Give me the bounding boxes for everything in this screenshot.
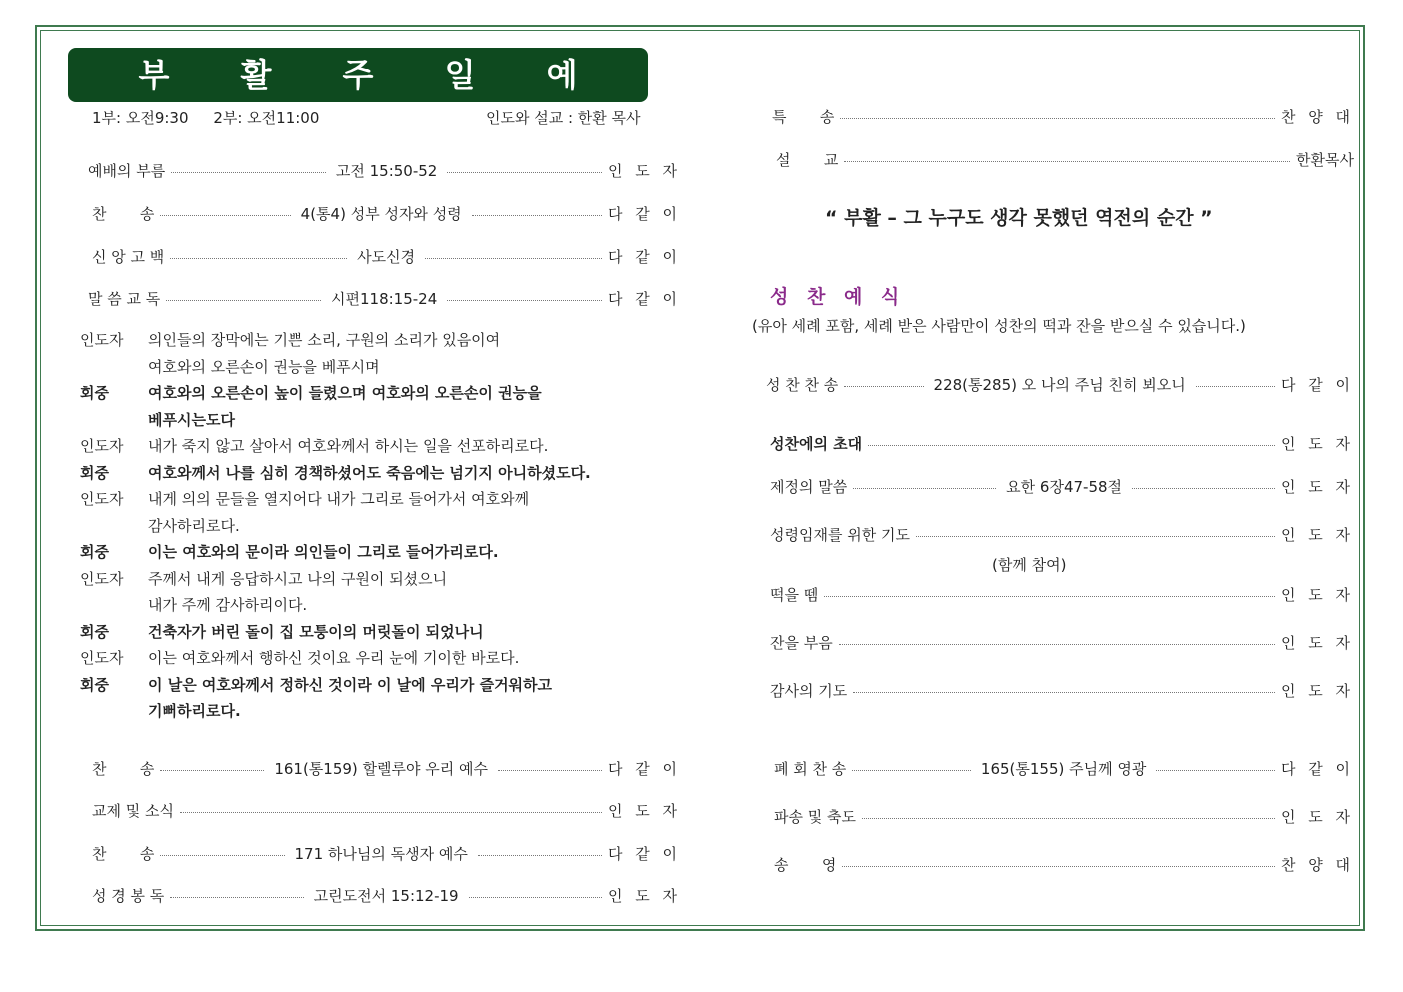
- reading-line: [80, 672, 690, 699]
- reading-text: 기뻐하리로다.: [148, 702, 241, 720]
- reading-line: [80, 460, 690, 487]
- order-item-detail: 228(통285) 오 나의 주님 친히 뵈오니: [933, 375, 1186, 394]
- communion-item: [770, 583, 1354, 605]
- order-item-detail: 고린도전서 15:12-19: [313, 886, 459, 905]
- order-item-detail: 사도신경: [357, 247, 416, 266]
- reading-line: [80, 407, 690, 434]
- reading-line: [80, 354, 690, 381]
- reading-text: 건축자가 버린 돌이 집 모퉁이의 머릿돌이 되었나니: [148, 622, 484, 641]
- reading-line: [80, 566, 690, 593]
- reading-speaker: 회중: [80, 543, 109, 561]
- order-item-leader: 다 같 이: [608, 844, 682, 863]
- reading-line: [80, 327, 690, 354]
- order-item-label: 파송 및 축도: [774, 807, 856, 826]
- order-item-label: 신 앙 고 백: [92, 247, 165, 266]
- reading-speaker: [80, 698, 148, 725]
- reading-speaker: [80, 407, 148, 434]
- reading-text: 내가 죽지 않고 살아서 여호와께서 하시는 일을 선포하리로다.: [148, 437, 549, 455]
- order-item-label: 찬 송: [92, 844, 155, 863]
- order-item-label: 제정의 말씀: [770, 477, 848, 496]
- order-item-detail: 시편118:15-24: [331, 289, 438, 308]
- order-item-detail: 4(통4) 성부 성자와 성령: [300, 204, 462, 223]
- order-item: [774, 853, 1354, 875]
- second-service-time: 2부: 오전11:00: [213, 109, 320, 127]
- page-title: 부 활 주 일 예 배: [68, 48, 648, 102]
- reading-text: 이 날은 여호와께서 정하신 것이라 이 날에 우리가 즐거워하고: [148, 675, 553, 694]
- order-item-leader: 인 도 자: [1280, 525, 1354, 544]
- order-item: [92, 842, 681, 864]
- order-item-leader: 다 같 이: [608, 289, 682, 308]
- reading-speaker: 인도자: [80, 490, 124, 508]
- order-item-leader: 다 같 이: [607, 759, 681, 778]
- order-item-label: 폐 회 찬 송: [774, 759, 847, 778]
- communion-item: [770, 631, 1354, 653]
- reading-speaker: 인도자: [80, 437, 124, 455]
- order-item: [774, 757, 1354, 779]
- communion-item: [770, 432, 1354, 454]
- order-item-leader: 인 도 자: [607, 161, 681, 180]
- order-item: [92, 245, 681, 267]
- order-item: [92, 202, 681, 224]
- reading-line: [80, 486, 690, 513]
- reading-line: [80, 592, 690, 619]
- order-item: [772, 105, 1354, 127]
- order-item-leader: 찬 양 대: [1280, 107, 1354, 126]
- reading-speaker: [80, 513, 148, 540]
- reading-text: 여호와께서 나를 심히 경책하셨어도 죽음에는 넘기지 아니하셨도다.: [148, 463, 591, 482]
- communion-item: [770, 475, 1354, 497]
- reading-line: [80, 698, 690, 725]
- order-item-label: 감사의 기도: [770, 681, 848, 700]
- reading-speaker: 회중: [80, 622, 109, 641]
- reading-text: 여호와의 오른손이 높이 들렸으며 여호와의 오른손이 권능을: [148, 384, 542, 402]
- reading-text: 주께서 내게 응답하시고 나의 구원이 되셨으니: [148, 569, 448, 588]
- reading-speaker: 회중: [80, 384, 109, 402]
- order-item: [774, 805, 1354, 827]
- reading-text: 내가 주께 감사하리이다.: [148, 596, 308, 614]
- reading-speaker: [80, 592, 148, 619]
- order-item-leader: 인 도 자: [1280, 807, 1354, 826]
- reading-speaker: 회중: [80, 675, 109, 694]
- reading-text: 감사하리로다.: [148, 516, 240, 535]
- order-item-label: 설 교: [776, 150, 839, 169]
- order-item-label: 잔을 부음: [770, 633, 833, 652]
- order-item-leader: 인 도 자: [1280, 585, 1354, 604]
- reading-line: [80, 433, 690, 460]
- order-item-detail: 165(통155) 주님께 영광: [980, 759, 1147, 778]
- leader-info: 인도와 설교 : 한환 목사: [486, 109, 641, 127]
- communion-item: [766, 373, 1354, 395]
- reading-text: 내게 의의 문들을 열지어다 내가 그리로 들어가서 여호와께: [148, 490, 530, 508]
- order-item-label: 찬 송: [92, 204, 155, 223]
- order-item-leader: 다 같 이: [1281, 759, 1355, 778]
- order-item-leader: 다 같 이: [607, 204, 681, 223]
- order-item-label: 특 송: [772, 107, 835, 126]
- order-item-leader: 찬 양 대: [1280, 855, 1354, 874]
- order-item-leader: 인 도 자: [607, 801, 681, 820]
- order-item-leader: 인 도 자: [608, 886, 682, 905]
- order-item-label: 말 씀 교 독: [88, 289, 161, 308]
- reading-line: [80, 380, 690, 407]
- order-item: [88, 287, 681, 309]
- reading-speaker: 인도자: [80, 649, 124, 667]
- order-item-leader: 다 같 이: [607, 247, 681, 266]
- together-note: (함께 참여): [992, 556, 1067, 574]
- reading-text: 이는 여호와께서 행하신 것이요 우리 눈에 기이한 바로다.: [148, 649, 520, 667]
- order-item: [92, 799, 681, 821]
- communion-item: [770, 523, 1354, 545]
- order-item-label: 성령임재를 위한 기도: [770, 525, 910, 544]
- order-item: [88, 159, 681, 181]
- order-item-label: 예배의 부름: [88, 161, 166, 180]
- order-item-leader: 인 도 자: [1280, 681, 1354, 700]
- reading-speaker: 회중: [80, 463, 109, 482]
- order-item-leader: 인 도 자: [1280, 477, 1354, 496]
- order-item-label: 성찬에의 초대: [770, 434, 863, 453]
- order-item-label: 송 영: [774, 855, 837, 874]
- order-item-leader: 한환목사: [1296, 150, 1354, 169]
- reading-line: [80, 619, 690, 646]
- communion-item: [770, 679, 1354, 701]
- order-item-label: 성 경 봉 독: [92, 886, 165, 905]
- order-item-label: 성 찬 찬 송: [766, 375, 839, 394]
- first-service-time: 1부: 오전9:30: [92, 109, 189, 127]
- reading-line: [80, 645, 690, 672]
- sermon-title: “ 부활 – 그 누구도 생각 못했던 역전의 순간 ”: [825, 207, 1213, 229]
- order-item-detail: 161(통159) 할렐루야 우리 예수: [274, 759, 489, 778]
- reading-line: [80, 513, 690, 540]
- order-item-label: 찬 송: [92, 759, 155, 778]
- reading-text: 여호와의 오른손이 권능을 베푸시며: [148, 357, 380, 376]
- order-item: [776, 148, 1354, 170]
- reading-speaker: 인도자: [80, 569, 124, 588]
- reading-line: [80, 539, 690, 566]
- order-item-detail: 고전 15:50-52: [335, 161, 438, 180]
- reading-text: 의인들의 장막에는 기쁜 소리, 구원의 소리가 있음이여: [148, 331, 501, 349]
- reading-speaker: 인도자: [80, 331, 124, 349]
- service-times: [92, 107, 339, 128]
- order-item-leader: 인 도 자: [1280, 434, 1354, 453]
- communion-note: (유아 세례 포함, 세례 받은 사람만이 성찬의 떡과 잔을 받으실 수 있습니다.): [752, 317, 1246, 335]
- reading-speaker: [80, 354, 148, 381]
- order-item: [92, 757, 681, 779]
- order-item-label: 교제 및 소식: [92, 801, 174, 820]
- communion-title: 성 찬 예 식: [770, 286, 906, 308]
- order-item: [92, 884, 681, 906]
- reading-text: 이는 여호와의 문이라 의인들이 그리로 들어가리로다.: [148, 543, 499, 561]
- order-item-leader: 다 같 이: [1281, 375, 1355, 394]
- order-item-detail: 요한 6장47-58절: [1006, 477, 1123, 496]
- order-item-label: 떡을 뗌: [770, 585, 819, 604]
- order-item-leader: 인 도 자: [1280, 633, 1354, 652]
- order-item-detail: 171 하나님의 독생자 예수: [294, 844, 468, 863]
- reading-text: 베푸시는도다: [148, 410, 235, 429]
- responsive-reading: [80, 327, 690, 725]
